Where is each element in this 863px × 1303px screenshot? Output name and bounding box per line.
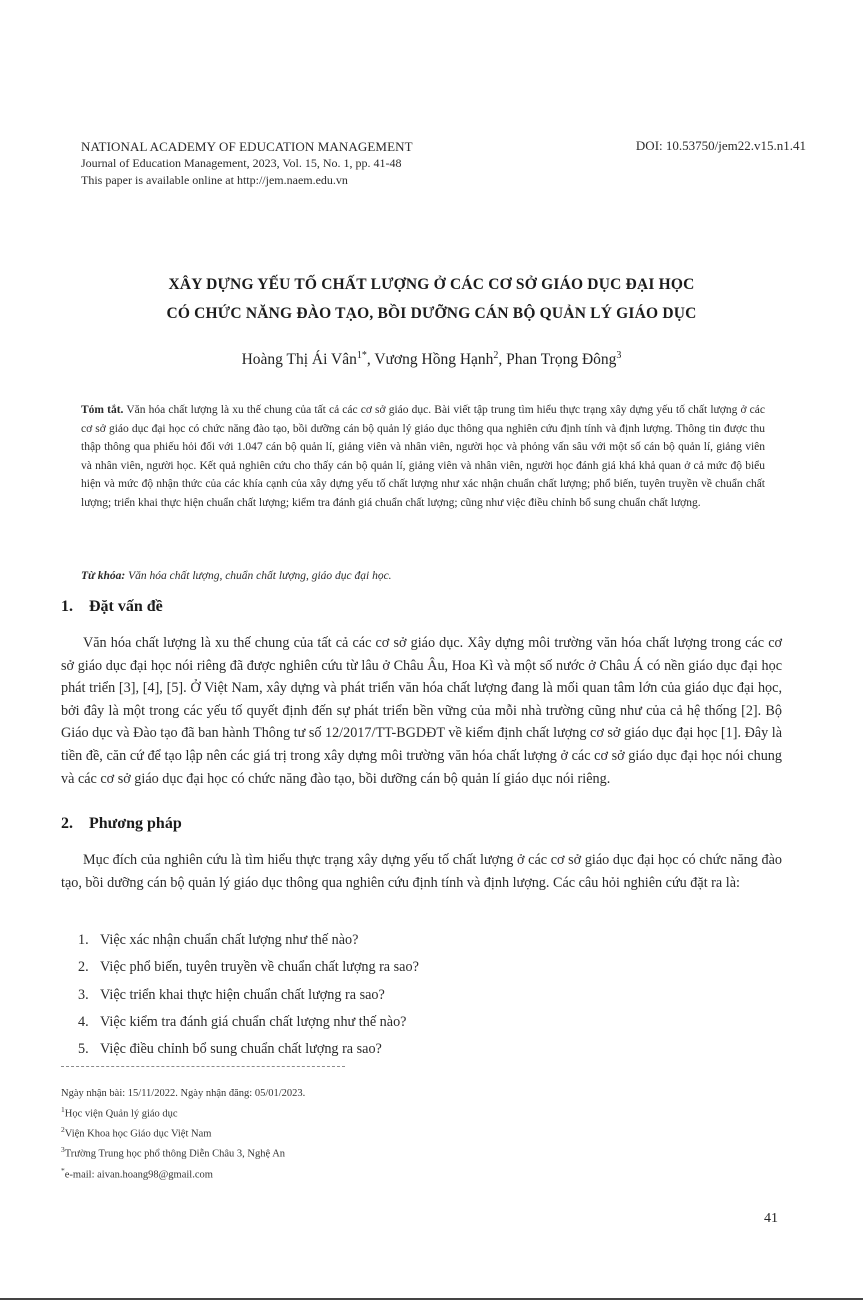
list-item-number: 1. bbox=[78, 932, 89, 948]
abstract-text: Văn hóa chất lượng là xu thế chung của tất cả các cơ sở giáo dục. Bài viết tập trung tìm hiểu thực trạng xây dựng yếu tố chất lượng ở các cơ sở giáo dục đại học có chức năng đào tạo, bồi dưỡng cán bộ quản lý giáo dục thông qua nghiên cứu định tính và định lượng. Thông tin được thu thập thông qua phiếu hỏi đối với 1.047 cán bộ quản lí, giảng viên và nhân viên, người học và phỏng vấn sâu với một số cán bộ quản lí, giảng viên và nhân viên, người học. Kết quả nghiên cứu cho thấy cán bộ quản lí, giảng viên và nhân viên, người học đánh giá khá khả quan ở cả mức độ biểu hiện và mức độ nhận thức của các khía cạnh của xây dựng yếu tố chất lượng như xác nhận chuẩn chất lượng; phổ biến, tuyên truyền về chuẩn chất lượng; triển khai thực hiện chuẩn chất lượng; kiểm tra đánh giá chuẩn chất lượng; cũng như việc điều chỉnh bổ sung chuẩn chất lượng. bbox=[81, 404, 765, 509]
footnote-divider bbox=[61, 1066, 345, 1067]
footnote bbox=[61, 1102, 305, 1122]
abstract-label: Tóm tắt. bbox=[81, 404, 124, 416]
list-item-text: Việc xác nhận chuẩn chất lượng như thế nào? bbox=[100, 932, 359, 948]
page-bottom-rule bbox=[0, 1298, 863, 1300]
research-questions bbox=[78, 929, 419, 1065]
title-line-1: XÂY DỰNG YẾU TỐ CHẤT LƯỢNG Ở CÁC CƠ SỞ GIÁO DỤC ĐẠI HỌC bbox=[168, 276, 695, 293]
keywords-label: Từ khóa: bbox=[81, 570, 126, 582]
paper-title bbox=[70, 270, 793, 328]
journal-citation: Journal of Education Management, 2023, Vol. 15, No. 1, pp. 41-48 bbox=[81, 156, 402, 170]
footnote bbox=[61, 1122, 305, 1142]
list-item-number: 3. bbox=[78, 986, 89, 1003]
section-paragraph: Mục đích của nghiên cứu là tìm hiểu thực trạng xây dựng yếu tố chất lượng ở các cơ sở giáo dục đại học có chức năng đào tạo, bồi dưỡng cán bộ quản lý giáo dục thông qua nghiên cứu định tính và định lượng. Các câu hỏi nghiên cứu đặt ra là: bbox=[61, 852, 782, 891]
list-item-text: Việc triển khai thực hiện chuẩn chất lượng ra sao? bbox=[100, 986, 385, 1003]
title-line-2: CÓ CHỨC NĂNG ĐÀO TẠO, BỒI DƯỠNG CÁN BỘ QUẢN LÝ GIÁO DỤC bbox=[166, 305, 697, 322]
footnote-mark: 3 bbox=[61, 1145, 65, 1155]
keywords bbox=[81, 570, 765, 582]
list-item-text: Việc điều chỉnh bổ sung chuẩn chất lượng ra sao? bbox=[100, 1041, 382, 1058]
author-name: Phan Trọng Đông bbox=[506, 351, 617, 369]
list-item-number: 5. bbox=[78, 1041, 89, 1058]
journal-header bbox=[81, 138, 413, 189]
section-number: 2. bbox=[61, 815, 73, 832]
abstract bbox=[81, 401, 765, 513]
section-title: Đặt vấn đề bbox=[89, 598, 163, 615]
list-item bbox=[78, 956, 419, 983]
received-dates: Ngày nhận bài: 15/11/2022. Ngày nhận đăng: 05/01/2023. bbox=[61, 1088, 306, 1099]
list-item bbox=[78, 929, 419, 956]
section-heading bbox=[61, 598, 163, 616]
list-item bbox=[78, 1011, 419, 1038]
page-number: 41 bbox=[764, 1211, 778, 1226]
list-item-number: 4. bbox=[78, 1013, 89, 1030]
section-number: 1. bbox=[61, 598, 73, 615]
author-affiliation-mark: 1* bbox=[356, 350, 367, 361]
doi: DOI: 10.53750/jem22.v15.n1.41 bbox=[635, 138, 806, 153]
footnotes bbox=[61, 1086, 305, 1183]
online-availability: This paper is available online at http://jem.naem.edu.vn bbox=[81, 173, 348, 187]
section-paragraph: Văn hóa chất lượng là xu thế chung của tất cả các cơ sở giáo dục. Xây dựng môi trường văn hóa chất lượng trong các cơ sở giáo dục đại học nói riêng đã được nghiên cứu từ lâu ở Châu Âu, Hoa Kì và một số nước ở Châu Á có nền giáo dục đại học phát triển [3], [4], [5]. Ở Việt Nam, xây dựng và phát triển văn hóa chất lượng đang là mối quan tâm lớn của giáo dục đại học, bởi đây là một trong các yếu tố quyết định đến sự phát triển bền vững của mỗi nhà trường cũng như của cả hệ thống [2]. Bộ Giáo dục và Đào tạo đã ban hành Thông tư số 12/2017/TT-BGDĐT về kiểm định chất lượng cơ sở giáo dục đại học [1]. Đây là tiền đề, căn cứ để tạo lập nên các giá trị trong xây dựng môi trường văn hóa chất lượng ở các cơ sở giáo dục đại học nói chung và các cơ sở giáo dục đại học có chức năng đào tạo, bồi dưỡng cán bộ quản lí giáo dục nói riêng. bbox=[61, 635, 782, 787]
list-item-number: 2. bbox=[78, 959, 89, 976]
list-item-text: Việc phổ biến, tuyên truyền về chuẩn chất lượng ra sao? bbox=[100, 959, 419, 976]
institution-name: NATIONAL ACADEMY OF EDUCATION MANAGEMENT bbox=[81, 139, 413, 154]
author-list: Hoàng Thị Ái Vân$^{1*}$, Vương Hồng Hạnh$^2$, Phan Trọng Đông$^3$ bbox=[241, 350, 622, 369]
keywords-text: Văn hóa chất lượng, chuẩn chất lượng, giáo dục đại học. bbox=[128, 570, 392, 582]
footnote-mark: 1 bbox=[61, 1104, 65, 1114]
author-affiliation-mark: 2 bbox=[493, 350, 499, 361]
footnote-text: Viện Khoa học Giáo dục Việt Nam bbox=[64, 1128, 212, 1140]
author-affiliation-mark: 3 bbox=[616, 350, 622, 361]
list-item bbox=[78, 1038, 419, 1065]
footnote-text: Học viện Quản lý giáo dục bbox=[64, 1108, 178, 1120]
list-item-text: Việc kiểm tra đánh giá chuẩn chất lượng như thế nào? bbox=[100, 1013, 407, 1030]
footnote bbox=[61, 1163, 305, 1183]
author-name: Hoàng Thị Ái Vân bbox=[241, 351, 357, 369]
section-title: Phương pháp bbox=[89, 815, 182, 832]
author-name: Vương Hồng Hạnh bbox=[374, 351, 494, 369]
footnote-text: Trường Trung học phổ thông Diễn Châu 3, Nghệ An bbox=[64, 1148, 286, 1160]
footnote-mark: * bbox=[61, 1165, 65, 1175]
list-item bbox=[78, 984, 419, 1011]
footnote-text: e-mail: aivan.hoang98@gmail.com bbox=[64, 1169, 213, 1181]
footnote bbox=[61, 1142, 305, 1162]
footnote-mark: 2 bbox=[61, 1125, 65, 1135]
section-heading bbox=[61, 815, 182, 833]
